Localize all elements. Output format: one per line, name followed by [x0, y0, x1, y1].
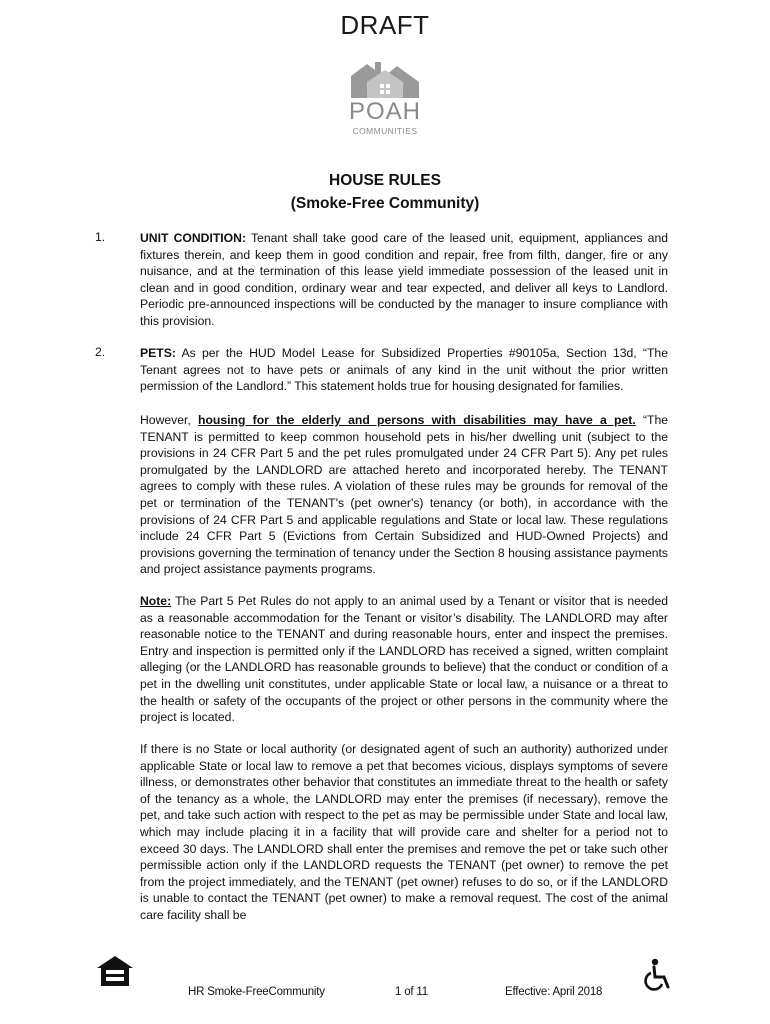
paragraph-text: “The TENANT is permitted to keep common household pets in his/her dwelling unit (subject to the provisions in 24 CFR Part 5 and the pet rules promulgated under 24 CFR Part 5). Any pet rules promulgated by the LANDLORD are attached hereto and incorporated hereby. The TENANT agrees to comply with these rules. A violation of these rules may be grounds for removal of the pet or termination of the TENANT's (pet owner's) tenancy (or both), in accordance with the provisions of 24 CFR Part 5 and applicable regulations and State or local law. These regulations include 24 CFR Part 5 (Evictions from Certain Subsidized and HUD-Owned Projects) and provisions governing the termination of tenancy under the Section 8 housing assistance payments and project assistance payments programs. [140, 413, 668, 577]
logo-name: POAH [348, 98, 421, 125]
page-title: HOUSE RULES [329, 172, 441, 189]
pets-elderly-paragraph [140, 412, 668, 578]
logo-subtitle: COMMUNITIES [352, 126, 418, 136]
wheelchair-accessibility-icon [640, 958, 674, 992]
house-logo-icon [345, 58, 425, 140]
section-text: As per the HUD Model Lease for Subsidized Properties #90105a, Section 13d, “The Tenant agrees not to have pets or animals of any kind in the unit without the prior written permission of the Landlord.” This statement holds true for housing designated for families. [140, 346, 668, 394]
section-unit-condition [140, 230, 668, 330]
section-heading: UNIT CONDITION: [140, 231, 247, 245]
section-text: Tenant shall take good care of the leased unit, equipment, appliances and fixtures therein, and keep them in good condition and repair, free from filth, danger, fire or any nuisance, and at the termination of this lease yield immediate possession of the leased unit in clean and in good condition, ordinary wear and tear expected, and deliver all keys to Landlord. Periodic pre-announced inspections will be conducted by the manager to insure compliance with this provision. [140, 231, 669, 328]
draft-watermark: DRAFT [340, 10, 430, 40]
note-paragraph [140, 593, 668, 726]
footer-page-number: 1 of 11 [395, 986, 428, 998]
paragraph-lead: However, [140, 413, 199, 427]
section-number-1: 1. [95, 230, 106, 244]
note-label: Note: [140, 594, 172, 608]
footer-document-name: HR Smoke-FreeCommunity [188, 986, 325, 998]
footer-effective-date: Effective: April 2018 [505, 986, 603, 998]
note-text: The Part 5 Pet Rules do not apply to an animal used by a Tenant or visitor that is needed as a reasonable accommodation for the Tenant or visitor’s disability. The LANDLORD may after reasonable notice to the TENANT and during reasonable hours, enter and inspect the premises. Entry and inspection is permitted only if the LANDLORD has received a signed, written complaint alleging (or the LANDLORD has reasonable grounds to believe) that the conduct or condition of a pet in the dwelling unit constitutes, under applicable State or local law, a nuisance or a threat to the health or safety of the occupants of the project or other persons in the community where the project is located. [140, 594, 668, 725]
section-pets [140, 345, 668, 395]
section-heading: PETS: [140, 346, 176, 360]
page-subtitle: (Smoke-Free Community) [290, 195, 480, 212]
state-authority-paragraph: If there is no State or local authority (or designated agent of such an authority) authorized under applicable State or local law to remove a pet that becomes vicious, displays symptoms of severe illness, or demonstrates other behavior that constitutes an immediate threat to the health or safety of the tenancy as a whole, the LANDLORD may enter the premises (if necessary), remove the pet, and take such action with respect to the pet as may be permissible under State and local law, which may include placing it in a facility that will provide care and shelter for a period not to exceed 30 days. The LANDLORD shall enter the premises and remove the pet or take such other permissible action only if the LANDLORD requests the TENANT (pet owner) to remove the pet from the project immediately, and the TENANT (pet owner) refuses to do so, or if the LANDLORD is unable to contact the TENANT (pet owner) to make a removal request. The cost of the animal care facility shall be [140, 742, 668, 922]
equal-housing-opportunity-icon [95, 954, 135, 998]
section-number-2: 2. [95, 345, 106, 359]
paragraph-emphasis: housing for the elderly and persons with disabilities may have a pet. [198, 413, 636, 427]
